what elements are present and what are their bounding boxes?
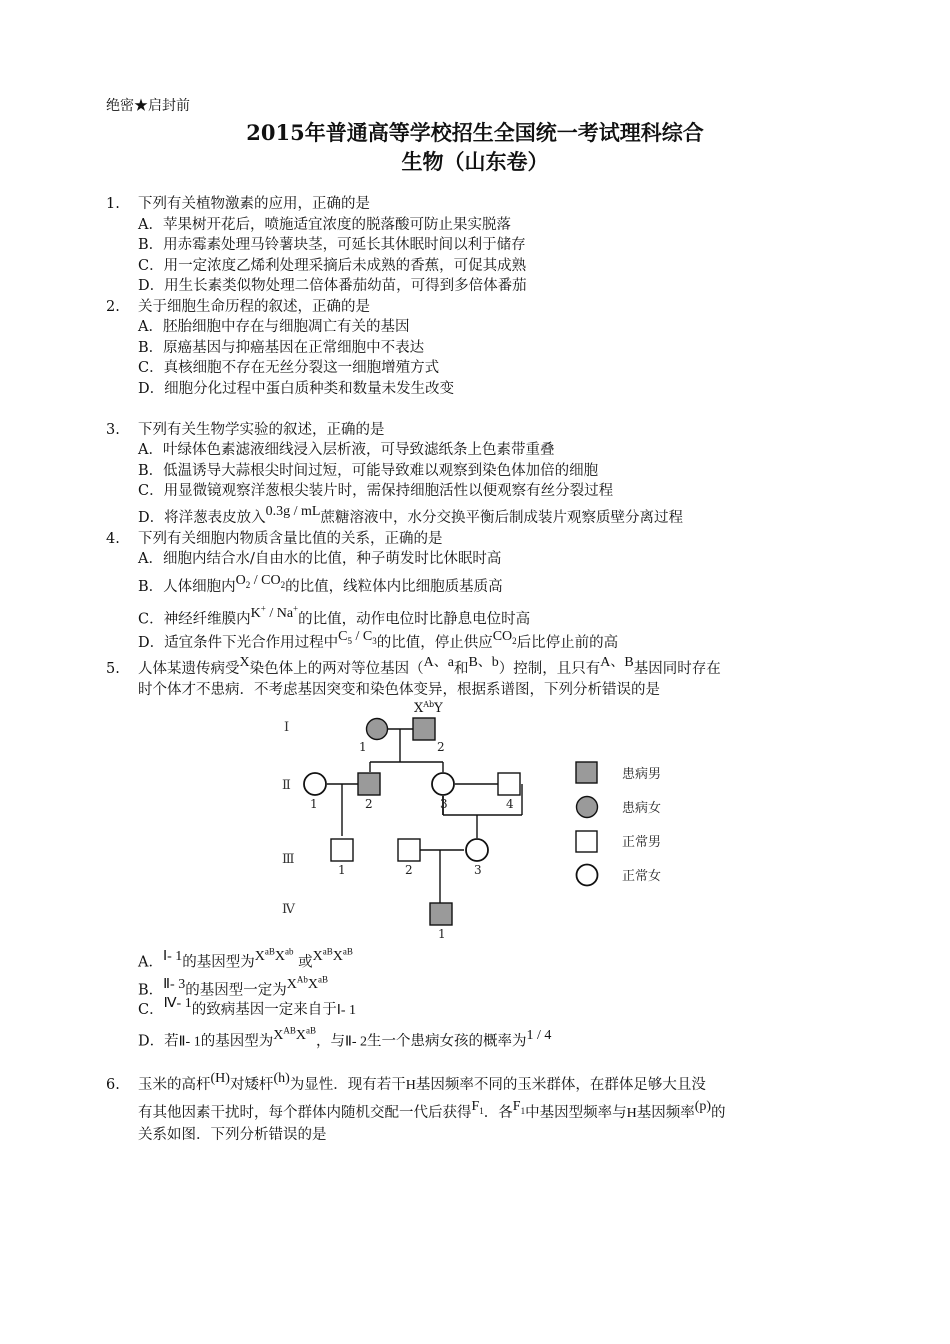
legend-affected-female-icon [577,797,598,818]
q5-number: 5. [106,661,120,677]
q3-number: 3. [106,422,120,438]
q1-number: 1. [106,196,120,212]
q1-stem: 下列有关植物激素的应用，正确的是 [138,196,370,212]
legend-normal-female-icon [577,865,598,886]
legend-affected-male-label: 患病男 [622,767,662,782]
individual-i1 [367,719,388,740]
q3-option-b: B．低温诱导大蒜根尖时间过短，可能导致难以观察到染色体加倍的细胞 [138,463,599,479]
label-ii1: 1 [310,797,318,811]
pedigree-chart [270,695,690,945]
generation-ii-label: Ⅱ [282,778,291,793]
legend-affected-male-icon [576,762,597,783]
q5-stem-line2: 时个体才不患病．不考虑基因突变和染色体变异，根据系谱图，下列分析错误的是 [138,682,660,698]
co2-label: $CO_2$ [492,629,517,646]
q4-number: 4. [106,531,120,547]
confidential-mark: 绝密★启封前 [106,98,190,114]
q2-option-b: B．原癌基因与抑癌基因在正常细胞中不表达 [138,340,425,356]
legend-normal-male-label: 正常男 [622,835,662,850]
q5-option-c: C．Ⅳ- 1的致病基因一定来自于Ⅰ- 1 [138,996,356,1018]
legend-normal-male-icon [576,831,597,852]
q2-number: 2. [106,299,120,315]
individual-ii1 [304,773,326,795]
label-i1: 1 [359,740,367,754]
generation-iv-label: Ⅳ [282,902,295,917]
individual-iii3 [466,839,488,861]
q5-option-b: B．Ⅱ- 3的基因型一定为$X^{Ab}X^{aB}$ [138,974,328,999]
q4-option-d: D．适宜条件下光合作用过程中$C_5 / C_3$的比值，停止供应$CO_2$后比停止前的高 [138,629,619,651]
q4-option-c: C．神经纤维膜内K+ / Na+的比值，动作电位时比静息电位时高 [138,603,531,628]
q1-option-b: B．用赤霉素处理马铃薯块茎，可延长其休眠时间以利于储存 [138,237,526,253]
legend-normal-female-label: 正常女 [622,869,662,884]
q4-option-b: B．人体细胞内$O_2 / CO_2$的比值，线粒体内比细胞质基质高 [138,573,503,595]
q2-option-a: A．胚胎细胞中存在与细胞凋亡有关的基因 [138,319,410,335]
k-na-ratio: K+ / Na+ [250,603,299,621]
q1-option-c: C．用一定浓度乙烯利处理采摘后未成熟的香蕉，可促其成熟 [138,258,527,274]
generation-iii-label: Ⅲ [282,852,295,867]
c5-c3-ratio: $C_5 / C_3$ [338,629,377,646]
legend-affected-female-label: 患病女 [622,801,662,816]
individual-iii2 [398,839,420,861]
q3-option-c: C．用显微镜观察洋葱根尖装片时，需保持细胞活性以便观察有丝分裂过程 [138,483,614,499]
label-iii3: 3 [474,863,482,877]
q6-number: 6. [106,1077,120,1093]
q6-stem-line1: 玉米的高杆(H)对矮杆(h)为显性．现有若干H基因频率不同的玉米群体，在群体足够大且没 [138,1071,706,1093]
q5-option-d: D．若Ⅱ- 1的基因型为$X^{AB}X^{aB}$，与Ⅱ- 2生一个患病女孩的概率为1 / 4 [138,1025,552,1050]
o2-co2-ratio: $O_2 / CO_2$ [235,573,286,590]
label-i2: 2 [437,740,445,754]
q6-stem-line3: 关系如图．下列分析错误的是 [138,1127,327,1143]
individual-ii2 [358,773,380,795]
label-iv1: 1 [438,927,446,941]
concentration-value: 0.3g / mL [265,504,321,519]
q3-option-d: D．将洋葱表皮放入0.3g / mL蔗糖溶液中，水分交换平衡后制成装片观察质壁分离过程 [138,504,683,526]
individual-i2 [413,718,435,740]
q4-option-a: A．细胞内结合水/自由水的比值，种子萌发时比休眠时高 [138,551,502,567]
q2-option-c: C．真核细胞不存在无丝分裂这一细胞增殖方式 [138,360,440,376]
q2-stem: 关于细胞生命历程的叙述，正确的是 [138,299,370,315]
individual-ii4 [498,773,520,795]
q2-option-d: D．细胞分化过程中蛋白质种类和数量未发生改变 [138,381,455,397]
label-ii4: 4 [506,797,514,811]
q3-option-a: A．叶绿体色素滤液细线浸入层析液，可导致滤纸条上色素带重叠 [138,442,555,458]
q1-option-d: D．用生长素类似物处理二倍体番茄幼苗，可得到多倍体番茄 [138,278,527,294]
label-iii2: 2 [405,863,413,877]
i2-genotype-label: $X^{Ab}Y$ [414,700,443,716]
individual-iii1 [331,839,353,861]
q3-stem: 下列有关生物学实验的叙述，正确的是 [138,422,385,438]
label-iii1: 1 [338,863,346,877]
q1-option-a: A．苹果树开花后，喷施适宜浓度的脱落酸可防止果实脱落 [138,217,511,233]
exam-title: 2015年普通高等学校招生全国统一考试理科综合 [246,120,704,145]
q6-stem-line2: 有其他因素干扰时，每个群体内随机交配一代后获得$F_1$．各$F_1$中基因型频率与H基因频率(p)的 [138,1099,726,1121]
individual-ii3 [432,773,454,795]
q4-stem: 下列有关细胞内物质含量比值的关系，正确的是 [138,531,443,547]
q5-stem-line1: 人体某遗传病受X染色体上的两对等位基因（A、a和B、b）控制，且只有A、B基因同时存在 [138,655,721,677]
individual-iv1 [430,903,452,925]
q5-option-a: A．Ⅰ- 1的基因型为$X^{aB}X^{ab}$ 或$X^{aB}X^{aB}$ [138,946,353,971]
label-ii2: 2 [365,797,373,811]
label-ii3: 3 [440,797,448,811]
generation-i-label: Ⅰ [284,720,290,735]
exam-subtitle: 生物（山东卷） [401,149,549,174]
